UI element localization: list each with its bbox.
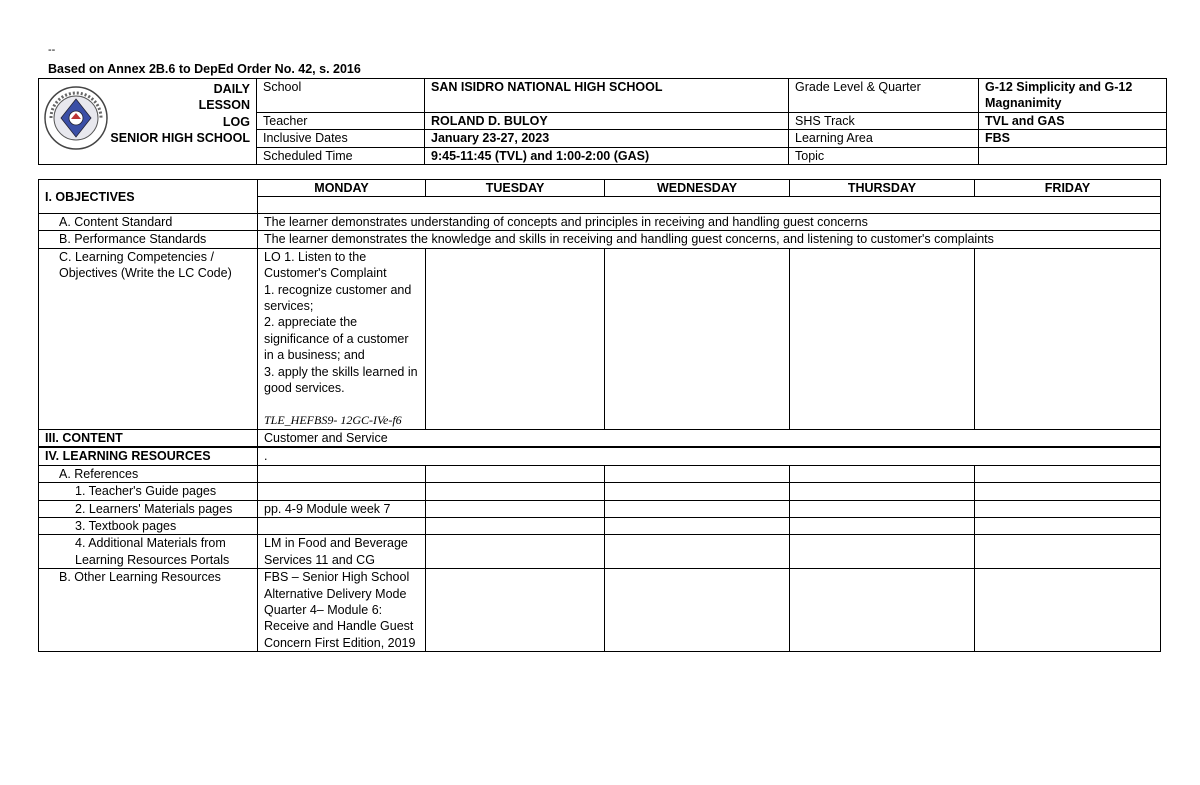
lm-thursday: [790, 500, 975, 517]
day-friday: FRIDAY: [975, 180, 1161, 197]
am-thursday: [790, 535, 975, 569]
references-tuesday: [426, 465, 605, 482]
day-wednesday: WEDNESDAY: [605, 180, 790, 197]
competency-line: 1. recognize customer and services;: [264, 282, 412, 314]
deped-seal-icon: [43, 85, 109, 151]
topic-value: [979, 147, 1167, 164]
am-wednesday: [605, 535, 790, 569]
additional-materials-monday: LM in Food and Beverage Services 11 and CG: [258, 535, 426, 569]
am-tuesday: [426, 535, 605, 569]
learners-materials-label: 2. Learners' Materials pages: [39, 500, 258, 517]
lm-friday: [975, 500, 1161, 517]
resources-value: .: [258, 447, 1161, 465]
teachers-guide-label: 1. Teacher's Guide pages: [39, 483, 258, 500]
lesson-table: [38, 179, 1161, 652]
grade-label: Grade Level & Quarter: [789, 79, 979, 113]
tb-tuesday: [426, 517, 605, 534]
dll-line-log: LOG: [222, 114, 250, 129]
content-heading: III. CONTENT: [39, 429, 258, 447]
day-thursday: THURSDAY: [790, 180, 975, 197]
content-standard-label: A. Content Standard: [39, 214, 258, 231]
other-resources-monday: FBS – Senior High School Alternative Delivery Mode Quarter 4– Module 6: Receive and Handle Guest Concern First Edition, 2019: [258, 569, 426, 652]
tg-friday: [975, 483, 1161, 500]
annex-reference: Based on Annex 2B.6 to DepEd Order No. 42, s. 2016: [48, 62, 361, 76]
learners-materials-monday: pp. 4-9 Module week 7: [258, 500, 426, 517]
objectives-heading: I. OBJECTIVES: [39, 180, 258, 214]
dates-value: January 23-27, 2023: [425, 130, 789, 147]
competencies-thursday: [790, 248, 975, 429]
competencies-wednesday: [605, 248, 790, 429]
content-value: Customer and Service: [258, 429, 1161, 447]
lm-tuesday: [426, 500, 605, 517]
or-wednesday: [605, 569, 790, 652]
dll-title: [110, 81, 250, 147]
competency-line: 2. appreciate the significance of a customer in a business; and: [264, 315, 409, 363]
time-label: Scheduled Time: [257, 147, 425, 164]
references-friday: [975, 465, 1161, 482]
competency-line: 3. apply the skills learned in good services.: [264, 364, 418, 396]
objectives-spacer: [258, 197, 1161, 214]
or-tuesday: [426, 569, 605, 652]
or-friday: [975, 569, 1161, 652]
school-label: School: [257, 79, 425, 113]
day-tuesday: TUESDAY: [426, 180, 605, 197]
other-resources-label: B. Other Learning Resources: [39, 569, 258, 652]
track-label: SHS Track: [789, 112, 979, 129]
tg-thursday: [790, 483, 975, 500]
header-table: [38, 78, 1167, 165]
time-value: 9:45-11:45 (TVL) and 1:00-2:00 (GAS): [425, 147, 789, 164]
dll-line-shs: SENIOR HIGH SCHOOL: [110, 131, 250, 146]
tg-tuesday: [426, 483, 605, 500]
performance-label: B. Performance Standards: [39, 231, 258, 248]
tb-friday: [975, 517, 1161, 534]
area-label: Learning Area: [789, 130, 979, 147]
am-friday: [975, 535, 1161, 569]
tb-monday: [258, 517, 426, 534]
topic-label: Topic: [789, 147, 979, 164]
dates-label: Inclusive Dates: [257, 130, 425, 147]
tg-monday: [258, 483, 426, 500]
or-thursday: [790, 569, 975, 652]
references-thursday: [790, 465, 975, 482]
school-value: SAN ISIDRO NATIONAL HIGH SCHOOL: [425, 79, 789, 113]
dash-mark: --: [48, 44, 56, 56]
tb-thursday: [790, 517, 975, 534]
dll-line-daily: DAILY: [213, 82, 250, 96]
lm-wednesday: [605, 500, 790, 517]
competencies-label: C. Learning Competencies / Objectives (Write the LC Code): [39, 248, 258, 429]
lc-code: TLE_HEFBS9- 12GC-IVe-f6: [264, 413, 402, 428]
dll-title-cell: [39, 79, 257, 165]
area-value: FBS: [979, 130, 1167, 147]
competencies-friday: [975, 248, 1161, 429]
content-standard-value: The learner demonstrates understanding of concepts and principles in receiving and handling guest concerns: [258, 214, 1161, 231]
tb-wednesday: [605, 517, 790, 534]
competencies-monday: [258, 248, 426, 429]
teacher-value: ROLAND D. BULOY: [425, 112, 789, 129]
teacher-label: Teacher: [257, 112, 425, 129]
track-value: TVL and GAS: [979, 112, 1167, 129]
dll-line-lesson: LESSON: [198, 98, 250, 113]
performance-value: The learner demonstrates the knowledge and skills in receiving and handling guest concerns, and listening to customer's complaints: [258, 231, 1161, 248]
textbook-label: 3. Textbook pages: [39, 517, 258, 534]
references-monday: [258, 465, 426, 482]
competency-line: LO 1. Listen to the Customer's Complaint: [264, 249, 387, 281]
grade-value: G-12 Simplicity and G-12 Magnanimity: [979, 79, 1167, 113]
resources-heading: IV. LEARNING RESOURCES: [39, 447, 258, 465]
references-wednesday: [605, 465, 790, 482]
additional-materials-label: 4. Additional Materials from Learning Resources Portals: [39, 535, 258, 569]
competencies-tuesday: [426, 248, 605, 429]
references-label: A. References: [39, 465, 258, 482]
day-monday: MONDAY: [258, 180, 426, 197]
tg-wednesday: [605, 483, 790, 500]
